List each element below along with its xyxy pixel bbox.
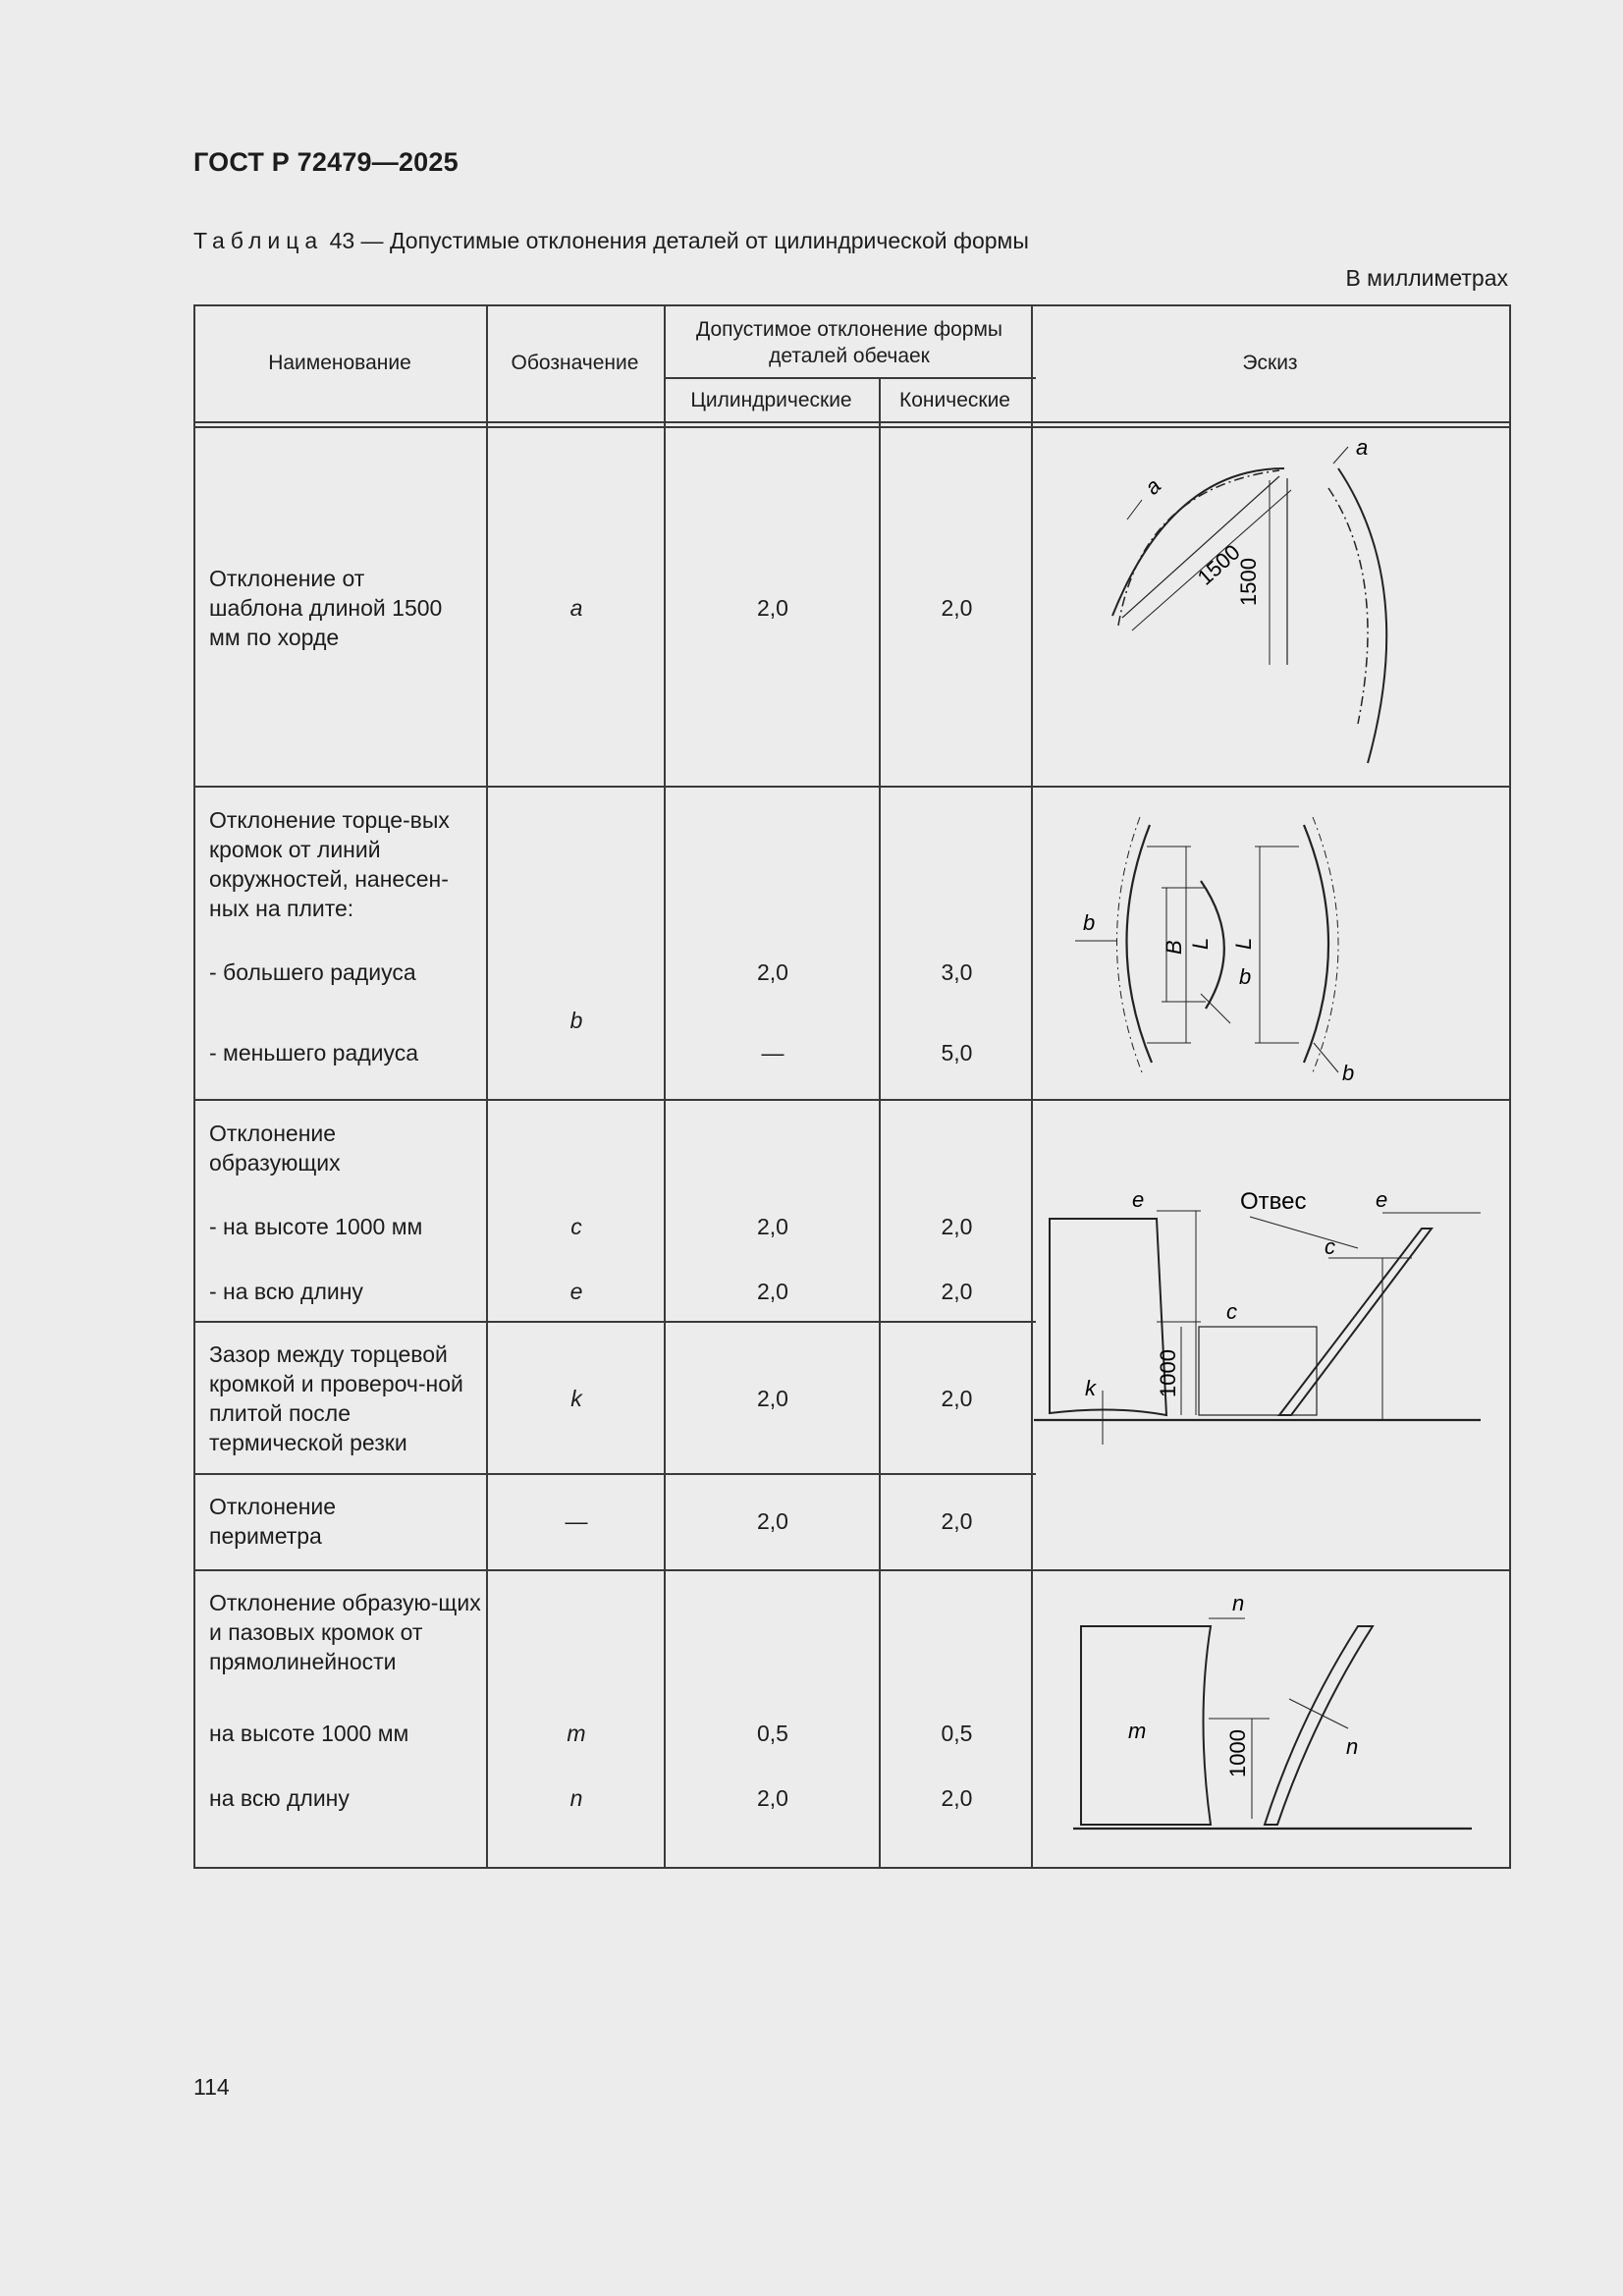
row-symbol: m xyxy=(567,1721,586,1746)
col-header-sketch: Эскиз xyxy=(1242,352,1298,374)
arc-reference xyxy=(1313,817,1338,1072)
label-1500: 1500 xyxy=(1192,539,1245,590)
label-b: b xyxy=(1239,964,1252,989)
row-name: Отклонение периметра xyxy=(209,1494,337,1549)
label-c-low: c xyxy=(1226,1299,1237,1324)
value-cylindrical: 2,0 xyxy=(757,595,788,621)
arc-large-right xyxy=(1304,825,1328,1063)
row-divider xyxy=(193,1321,1036,1323)
value-cylindrical: 2,0 xyxy=(757,959,788,985)
value-cylindrical: 2,0 xyxy=(757,1785,788,1811)
sketch-end-edges xyxy=(1034,788,1509,1098)
label-otves: Отвес xyxy=(1240,1188,1307,1215)
value-cylindrical: 2,0 xyxy=(757,1279,788,1304)
value-conical: 5,0 xyxy=(941,1040,973,1066)
table-border-top xyxy=(193,304,1511,306)
row-symbol: k xyxy=(570,1386,582,1411)
dim-line xyxy=(1250,1217,1358,1248)
col-header-name: Наименование xyxy=(268,352,411,374)
sketch-straightness xyxy=(1034,1571,1509,1866)
label-a-right: a xyxy=(1356,435,1369,460)
row-name: Зазор между торцевой кромкой и провероч-ной плитой после термической резки xyxy=(209,1341,463,1455)
arc-shell-right xyxy=(1338,468,1386,763)
label-n-right: n xyxy=(1346,1734,1359,1759)
label-B: B xyxy=(1162,940,1186,955)
row-subname: на высоте 1000 мм xyxy=(209,1721,409,1746)
value-cylindrical: 2,0 xyxy=(757,1508,788,1534)
value-conical: 2,0 xyxy=(941,1279,973,1304)
row-subname: - меньшего радиуса xyxy=(209,1040,419,1066)
arc-template-right xyxy=(1328,488,1368,724)
row-symbol: n xyxy=(569,1785,583,1811)
arc-reference xyxy=(1116,817,1142,1072)
value-conical: 3,0 xyxy=(941,959,973,985)
label-b: b xyxy=(1083,910,1096,935)
sketch-generatrix xyxy=(1034,1101,1509,1568)
row-symbol: — xyxy=(565,1508,588,1534)
value-conical: 2,0 xyxy=(941,1785,973,1811)
dim-line xyxy=(1314,1043,1338,1072)
arc-large-left xyxy=(1126,825,1152,1063)
label-k: k xyxy=(1085,1376,1096,1400)
row-symbol: c xyxy=(570,1214,582,1239)
row-symbol: b xyxy=(569,1008,583,1033)
col-header-symbol: Обозначение xyxy=(511,352,639,374)
value-conical: 2,0 xyxy=(941,1386,973,1411)
header-bottom xyxy=(193,421,1511,423)
label-1000: 1000 xyxy=(1156,1349,1180,1397)
row-subname: - на высоте 1000 мм xyxy=(209,1214,423,1239)
label-L: L xyxy=(1188,937,1213,950)
row-symbol: a xyxy=(569,595,583,621)
value-conical: 0,5 xyxy=(941,1721,973,1746)
stand xyxy=(1199,1327,1317,1415)
value-conical: 2,0 xyxy=(941,1214,973,1239)
dim-line xyxy=(1127,500,1142,519)
label-m: m xyxy=(1128,1719,1147,1743)
value-cylindrical: 0,5 xyxy=(757,1721,788,1746)
label-c: c xyxy=(1325,1234,1335,1259)
label-L-right: L xyxy=(1231,937,1256,950)
row-name: Отклонение от шаблона длиной 1500 мм по хорде xyxy=(209,566,443,650)
dim-line xyxy=(1333,447,1348,464)
col-divider xyxy=(486,304,488,1869)
caption-text: 43 — Допустимые отклонения деталей от цилиндрической формы xyxy=(323,228,1029,253)
page-number: 114 xyxy=(193,2074,230,2100)
col-divider xyxy=(1031,304,1033,1869)
row-name: Отклонение торце-вых кромок от линий окружностей, нанесен-ных на плите: xyxy=(209,807,450,921)
row-subname: на всю длину xyxy=(209,1785,350,1811)
col-header-conical: Конические xyxy=(899,389,1010,411)
label-a: a xyxy=(1139,473,1166,500)
document-header: ГОСТ Р 72479—2025 xyxy=(193,147,459,177)
col-header-group: Допустимое отклонение формы деталей обечаек xyxy=(696,318,1002,367)
label-1500-vertical: 1500 xyxy=(1236,558,1261,606)
label-b-right: b xyxy=(1342,1061,1355,1085)
row-name: Отклонение образующих xyxy=(209,1121,341,1175)
inclined-panel xyxy=(1265,1626,1373,1825)
table-border-right xyxy=(1509,304,1511,1869)
label-e: e xyxy=(1132,1187,1145,1212)
units-note: В миллиметрах xyxy=(1345,265,1508,291)
col-header-cylindrical: Цилиндрические xyxy=(690,389,852,411)
header-bottom-double xyxy=(193,426,1511,428)
col-divider xyxy=(664,304,666,1869)
table-border-left xyxy=(193,304,195,1869)
table-caption xyxy=(193,228,1029,254)
inclined-shell xyxy=(1279,1229,1432,1415)
row-subname: - на всю длину xyxy=(209,1279,363,1304)
row-name: Отклонение образую-щих и пазовых кромок от прямолинейности xyxy=(209,1590,481,1674)
row-symbol: e xyxy=(569,1279,583,1304)
value-conical: 2,0 xyxy=(941,1508,973,1534)
table-border-bottom xyxy=(193,1867,1511,1869)
shell-section xyxy=(1050,1219,1166,1415)
row-subname: - большего радиуса xyxy=(209,959,416,985)
caption-label: Таблица xyxy=(193,228,324,253)
dim-line xyxy=(1201,994,1230,1023)
header-divider xyxy=(665,377,1036,379)
label-e-right: e xyxy=(1376,1187,1388,1212)
value-cylindrical: — xyxy=(761,1040,784,1066)
value-conical: 2,0 xyxy=(941,595,973,621)
value-cylindrical: 2,0 xyxy=(757,1386,788,1411)
sketch-chord-template xyxy=(1034,429,1509,785)
row-divider xyxy=(193,1473,1036,1475)
value-cylindrical: 2,0 xyxy=(757,1214,788,1239)
label-1000: 1000 xyxy=(1225,1729,1250,1777)
deviation-table xyxy=(193,304,1511,1869)
label-n: n xyxy=(1232,1591,1245,1615)
